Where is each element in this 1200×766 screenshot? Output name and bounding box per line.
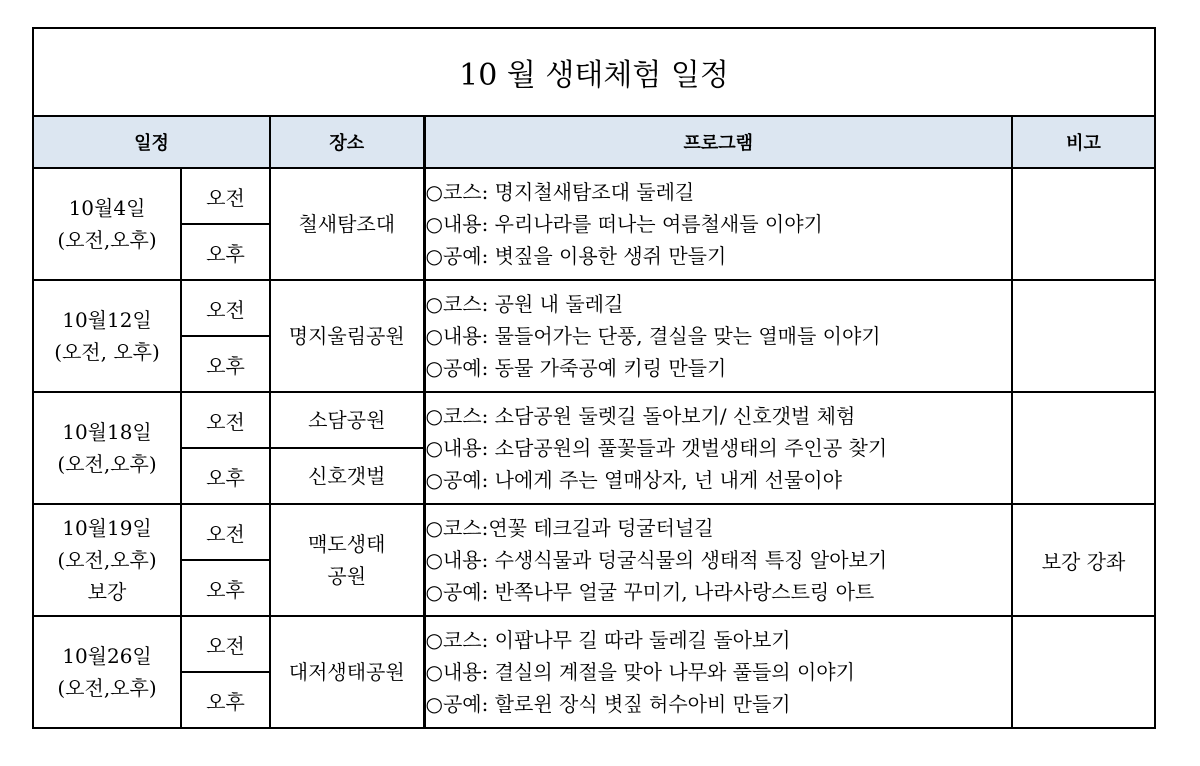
header-program: 프로그램 (424, 116, 1012, 168)
date-cell (33, 168, 181, 280)
program-craft: ○공예: 동물 가죽공예 키링 만들기 (425, 356, 727, 380)
pm-label: 오후 (181, 560, 270, 616)
program-craft: ○공예: 할로윈 장식 볏짚 허수아비 만들기 (425, 692, 791, 716)
date-cell (33, 280, 181, 392)
place-cell: 명지울림공원 (270, 280, 424, 392)
program-course: ○코스:연꽃 테크길과 덩굴터널길 (425, 516, 714, 540)
date-sub: (오전, 오후) (54, 340, 160, 364)
table-row (33, 616, 1155, 672)
table-row (33, 504, 1155, 560)
pm-label: 오후 (181, 448, 270, 504)
program-content: ○내용: 소담공원의 풀꽃들과 갯벌생태의 주인공 찾기 (425, 436, 888, 460)
program-content: ○내용: 결실의 계절을 맞아 나무와 풀들의 이야기 (425, 660, 855, 684)
pm-label: 오후 (181, 672, 270, 728)
program-cell (424, 616, 1012, 728)
program-cell (424, 392, 1012, 504)
place-cell (270, 504, 424, 616)
date-sub: (오전,오후) (57, 548, 157, 572)
program-craft: ○공예: 반쪽나무 얼굴 꾸미기, 나라사랑스트링 아트 (425, 580, 875, 604)
header-row (33, 116, 1155, 168)
date-cell (33, 504, 181, 616)
place-text-2: 공원 (327, 564, 367, 588)
date-text: 10월26일 (62, 644, 152, 668)
table-row (33, 392, 1155, 448)
date-text: 10월4일 (68, 196, 146, 220)
place-cell-am: 소담공원 (270, 392, 424, 448)
program-course: ○코스: 이팝나무 길 따라 둘레길 돌아보기 (425, 628, 791, 652)
note-cell (1012, 280, 1155, 392)
am-label: 오전 (181, 392, 270, 448)
schedule-table (32, 27, 1156, 729)
table-row (33, 280, 1155, 336)
program-craft: ○공예: 나에게 주는 열매상자, 넌 내게 선물이야 (425, 468, 842, 492)
program-course: ○코스: 공원 내 둘레길 (425, 292, 624, 316)
header-note: 비고 (1012, 116, 1155, 168)
date-text: 10월12일 (62, 308, 152, 332)
date-sub: (오전,오후) (57, 452, 157, 476)
am-label: 오전 (181, 168, 270, 224)
date-sub: (오전,오후) (57, 228, 157, 252)
program-cell (424, 504, 1012, 616)
date-cell (33, 392, 181, 504)
header-date: 일정 (33, 116, 270, 168)
note-cell: 보강 강좌 (1012, 504, 1155, 616)
program-content: ○내용: 우리나라를 떠나는 여름철새들 이야기 (425, 212, 823, 236)
place-cell: 대저생태공원 (270, 616, 424, 728)
place-cell: 철새탐조대 (270, 168, 424, 280)
program-content: ○내용: 물들어가는 단풍, 결실을 맞는 열매들 이야기 (425, 324, 881, 348)
date-cell (33, 616, 181, 728)
am-label: 오전 (181, 504, 270, 560)
table-row (33, 168, 1155, 224)
note-cell (1012, 616, 1155, 728)
header-place: 장소 (270, 116, 424, 168)
program-craft: ○공예: 볏짚을 이용한 생쥐 만들기 (425, 244, 727, 268)
pm-label: 오후 (181, 224, 270, 280)
am-label: 오전 (181, 280, 270, 336)
place-cell-pm: 신호갯벌 (270, 448, 424, 504)
page-title: 10 월 생태체험 일정 (33, 28, 1155, 116)
program-course: ○코스: 소담공원 둘렛길 돌아보기/ 신호갯벌 체험 (425, 404, 856, 428)
program-course: ○코스: 명지철새탐조대 둘레길 (425, 180, 695, 204)
program-cell (424, 168, 1012, 280)
place-text: 맥도생태 (308, 532, 386, 556)
program-content: ○내용: 수생식물과 덩굴식물의 생태적 특징 알아보기 (425, 548, 888, 572)
note-cell (1012, 392, 1155, 504)
program-cell (424, 280, 1012, 392)
pm-label: 오후 (181, 336, 270, 392)
date-text: 10월18일 (62, 420, 152, 444)
date-text: 10월19일 (62, 516, 152, 540)
am-label: 오전 (181, 616, 270, 672)
date-sub: (오전,오후) (57, 676, 157, 700)
note-cell (1012, 168, 1155, 280)
date-extra: 보강 (87, 580, 127, 604)
